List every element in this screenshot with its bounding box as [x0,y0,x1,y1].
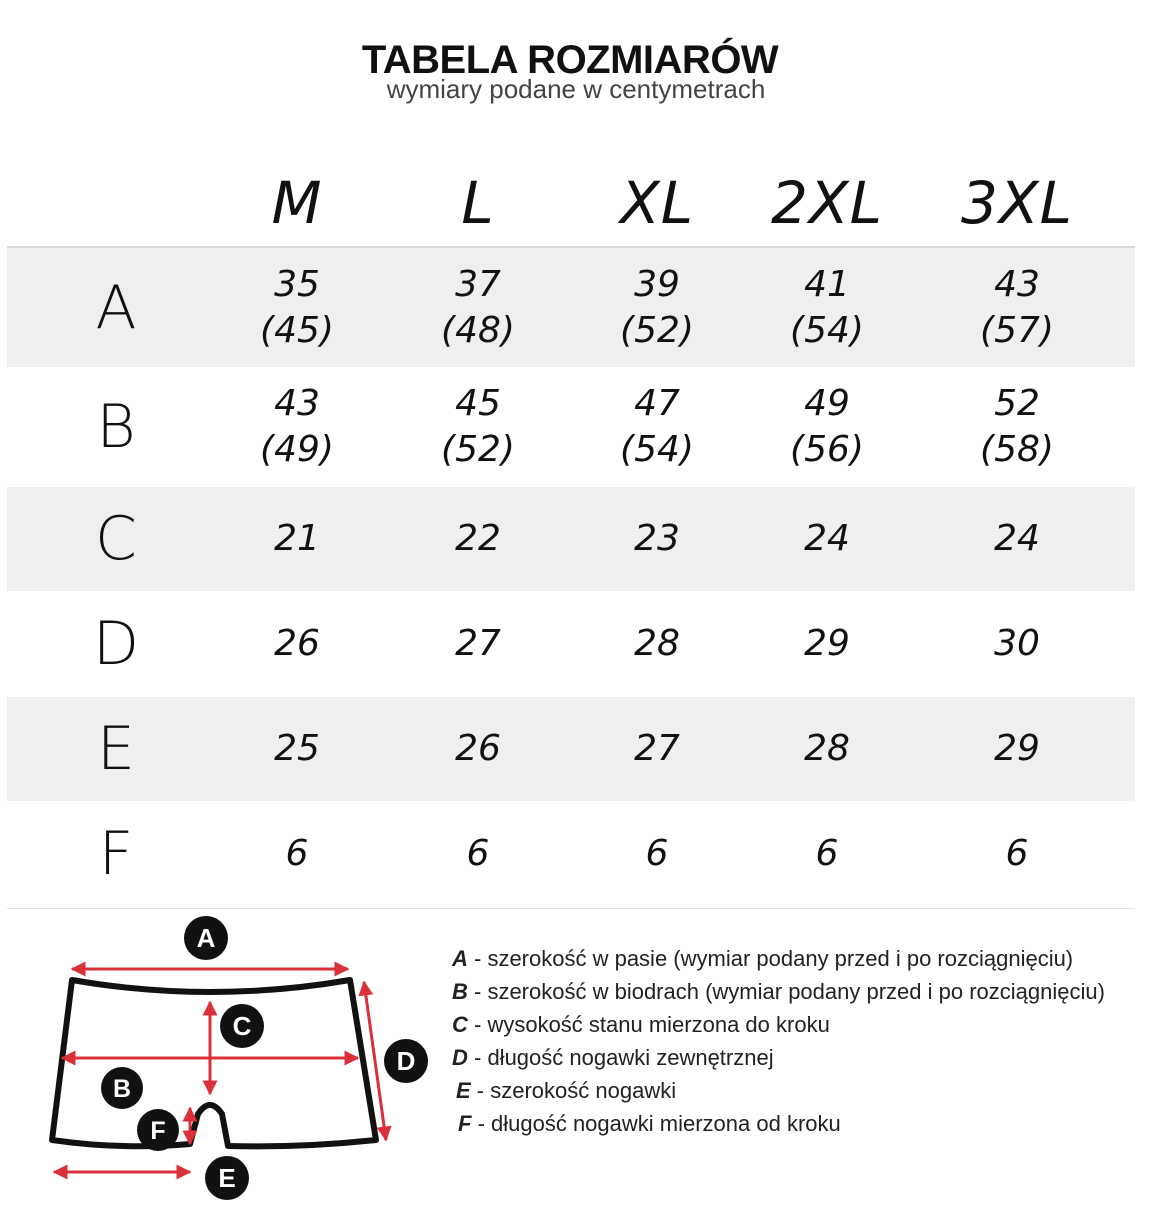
value: 23 [634,518,680,559]
size-header: 2XL [771,169,883,237]
value-stretched: (54) [790,309,864,351]
table-cell [455,487,501,591]
marker-label: F [150,1117,166,1145]
value: 29 [804,623,850,664]
table-cell [804,591,850,697]
legend-key: A [452,946,468,971]
value-relaxed: 39 [634,263,680,305]
table-cell [467,801,490,907]
value: 26 [274,623,320,664]
table-cell [994,487,1040,591]
shorts-measurement-diagram [40,912,440,1207]
row-label: D [92,609,140,679]
marker-e [205,1156,249,1200]
table-cell [634,591,680,697]
value-relaxed: 49 [804,383,850,424]
table-cell [620,248,694,367]
value: 6 [285,833,309,874]
table-row [7,367,1135,487]
table-cell [455,697,501,801]
shorts-outline [52,980,376,1146]
value-stretched: (48) [441,309,515,351]
table-row [7,801,1135,907]
legend-item [452,942,1105,975]
legend-text: - szerokość w biodrach (wymiar podany przed i po rozciągnięciu) [467,979,1105,1004]
table-cell [994,697,1040,801]
value-stretched: (54) [620,429,694,470]
table-cell [260,248,334,367]
table-cell [441,248,515,367]
value-stretched: (52) [441,429,515,470]
marker-f [137,1109,179,1151]
value: 6 [645,833,669,874]
table-cell [994,591,1040,697]
table-cell [804,487,850,591]
value-relaxed: 35 [274,263,320,305]
value: 28 [634,623,680,664]
legend-item [452,975,1105,1008]
legend-item [452,1041,1105,1074]
legend-key: F [458,1111,472,1136]
row-label: F [98,819,134,889]
value-relaxed: 45 [455,383,501,424]
table-cell [646,801,669,907]
value-stretched: (58) [980,429,1054,470]
value: 6 [815,833,839,874]
legend-key: B [452,979,468,1004]
table-cell [980,367,1054,487]
value-stretched: (57) [980,309,1054,351]
table-cell [790,367,864,487]
value: 22 [455,518,501,559]
value: 25 [274,728,320,769]
table-cell [634,697,680,801]
marker-c [220,1004,264,1048]
table-cell [816,801,839,907]
table-cell [286,801,309,907]
marker-a [184,916,228,960]
value-relaxed: 43 [994,263,1040,305]
value-stretched: (56) [790,429,864,470]
legend-text: - wysokość stanu mierzona do kroku [467,1012,830,1037]
value-stretched: (45) [260,309,334,351]
size-header-row [7,140,1135,248]
legend-key: D [452,1045,468,1070]
legend-item [452,1074,1105,1107]
legend-text: - szerokość nogawki [470,1078,677,1103]
page-title: TABELA ROZMIARÓW [361,38,779,82]
value-stretched: (49) [260,429,334,470]
legend-key: C [452,1012,468,1037]
value-stretched: (52) [620,309,694,351]
table-cell [790,248,864,367]
value: 6 [466,833,490,874]
legend-item [452,1107,1105,1140]
marker-label: A [196,923,216,953]
measurement-legend [452,942,1105,1140]
table-cell [274,591,320,697]
value: 27 [455,623,501,664]
value: 27 [634,728,680,769]
table-row [7,487,1135,591]
marker-label: C [232,1011,252,1041]
value: 28 [804,728,850,769]
size-header: L [461,169,495,237]
legend-item [452,1008,1105,1041]
table-row [7,248,1135,367]
marker-label: B [112,1075,132,1103]
table-cell [455,591,501,697]
page-subtitle: wymiary podane w centymetrach [386,74,766,104]
size-table [7,140,1135,907]
size-header: XL [619,169,695,237]
size-header: 3XL [961,169,1073,237]
table-cell [980,248,1054,367]
value: 21 [274,518,320,559]
row-label: A [95,272,137,343]
marker-label: E [218,1163,236,1193]
legend-text: - długość nogawki zewnętrznej [467,1045,774,1070]
table-row [7,697,1135,801]
value: 30 [994,623,1040,664]
row-label: C [95,504,137,574]
value-relaxed: 52 [994,383,1040,424]
value: 29 [994,728,1040,769]
section-divider [7,908,1135,909]
value-relaxed: 41 [804,263,850,305]
table-cell [620,367,694,487]
table-cell [804,697,850,801]
value: 24 [804,518,850,559]
value-relaxed: 37 [455,263,501,305]
row-label: B [96,392,136,462]
marker-label: D [396,1046,416,1076]
value: 6 [1005,833,1029,874]
value: 24 [994,518,1040,559]
legend-text: - długość nogawki mierzona od kroku [471,1111,841,1136]
value: 26 [455,728,501,769]
marker-d [384,1039,428,1083]
table-cell [274,487,320,591]
size-header: M [271,169,323,237]
value-relaxed: 47 [634,383,680,424]
table-cell [1006,801,1029,907]
legend-text: - szerokość w pasie (wymiar podany przed i po rozciągnięciu) [467,946,1074,971]
table-cell [274,697,320,801]
marker-b [101,1067,143,1109]
table-cell [441,367,515,487]
table-row [7,591,1135,697]
table-cell [634,487,680,591]
legend-key: E [456,1078,471,1103]
row-label: E [97,714,135,784]
value-relaxed: 43 [274,383,320,424]
table-cell [260,367,334,487]
